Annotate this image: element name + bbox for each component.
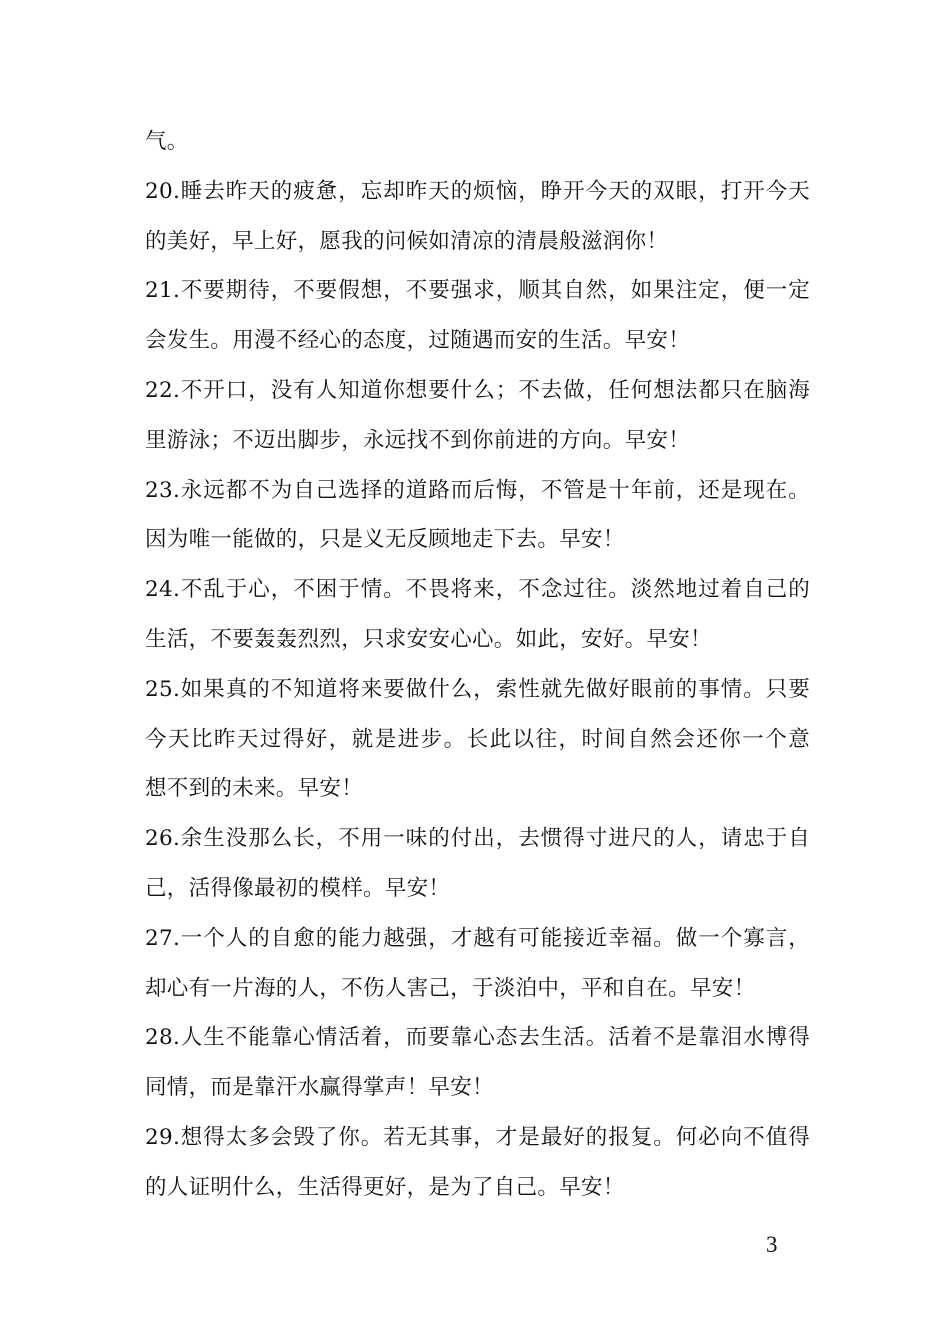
text-line: 22.不开口，没有人知道你想要什么；不去做，任何想法都只在脑海 xyxy=(145,377,810,403)
page-number: 3 xyxy=(766,1232,778,1257)
text-line: 26.余生没那么长，不用一味的付出，去惯得寸进尺的人，请忠于自 xyxy=(145,826,810,852)
text-line: 却心有一片海的人，不伤人害己，于淡泊中，平和自在。早安！ xyxy=(145,975,756,1001)
text-line: 今天比昨天过得好，就是进步。长此以往，时间自然会还你一个意 xyxy=(145,726,810,752)
text-line: 想不到的未来。早安！ xyxy=(145,776,364,802)
text-line: 气。 xyxy=(145,129,189,154)
text-line: 会发生。用漫不经心的态度，过随遇而安的生活。早安！ xyxy=(145,328,691,354)
text-line: 27.一个人的自愈的能力越强，才越有可能接近幸福。做一个寡言， xyxy=(145,925,810,951)
text-block xyxy=(145,117,810,1213)
text-line: 29.想得太多会毁了你。若无其事，才是最好的报复。何必向不值得 xyxy=(145,1124,810,1150)
text-line: 20.睡去昨天的疲惫，忘却昨天的烦恼，睁开今天的双眼，打开今天 xyxy=(145,178,810,204)
text-line: 里游泳；不迈出脚步，永远找不到你前进的方向。早安！ xyxy=(145,427,691,453)
text-line: 的美好，早上好，愿我的问候如清凉的清晨般滋润你！ xyxy=(145,228,669,254)
text-line: 因为唯一能做的，只是义无反顾地走下去。早安！ xyxy=(145,527,625,553)
text-line: 23.永远都不为自己选择的道路而后悔，不管是十年前，还是现在。 xyxy=(145,477,810,503)
text-line: 25.如果真的不知道将来要做什么，索性就先做好眼前的事情。只要 xyxy=(145,676,810,702)
text-line: 生活，不要轰轰烈烈，只求安安心心。如此，安好。早安！ xyxy=(145,626,712,652)
text-line: 同情，而是靠汗水赢得掌声！早安！ xyxy=(145,1075,494,1101)
text-line: 的人证明什么，生活得更好，是为了自己。早安！ xyxy=(145,1174,625,1200)
text-line: 21.不要期待，不要假想，不要强求，顺其自然，如果注定，便一定 xyxy=(145,278,810,304)
text-line: 28.人生不能靠心情活着，而要靠心态去生活。活着不是靠泪水博得 xyxy=(145,1025,810,1051)
text-line: 24.不乱于心，不困于情。不畏将来，不念过往。淡然地过着自己的 xyxy=(145,577,810,603)
text-line: 己，活得像最初的模样。早安！ xyxy=(145,875,451,901)
